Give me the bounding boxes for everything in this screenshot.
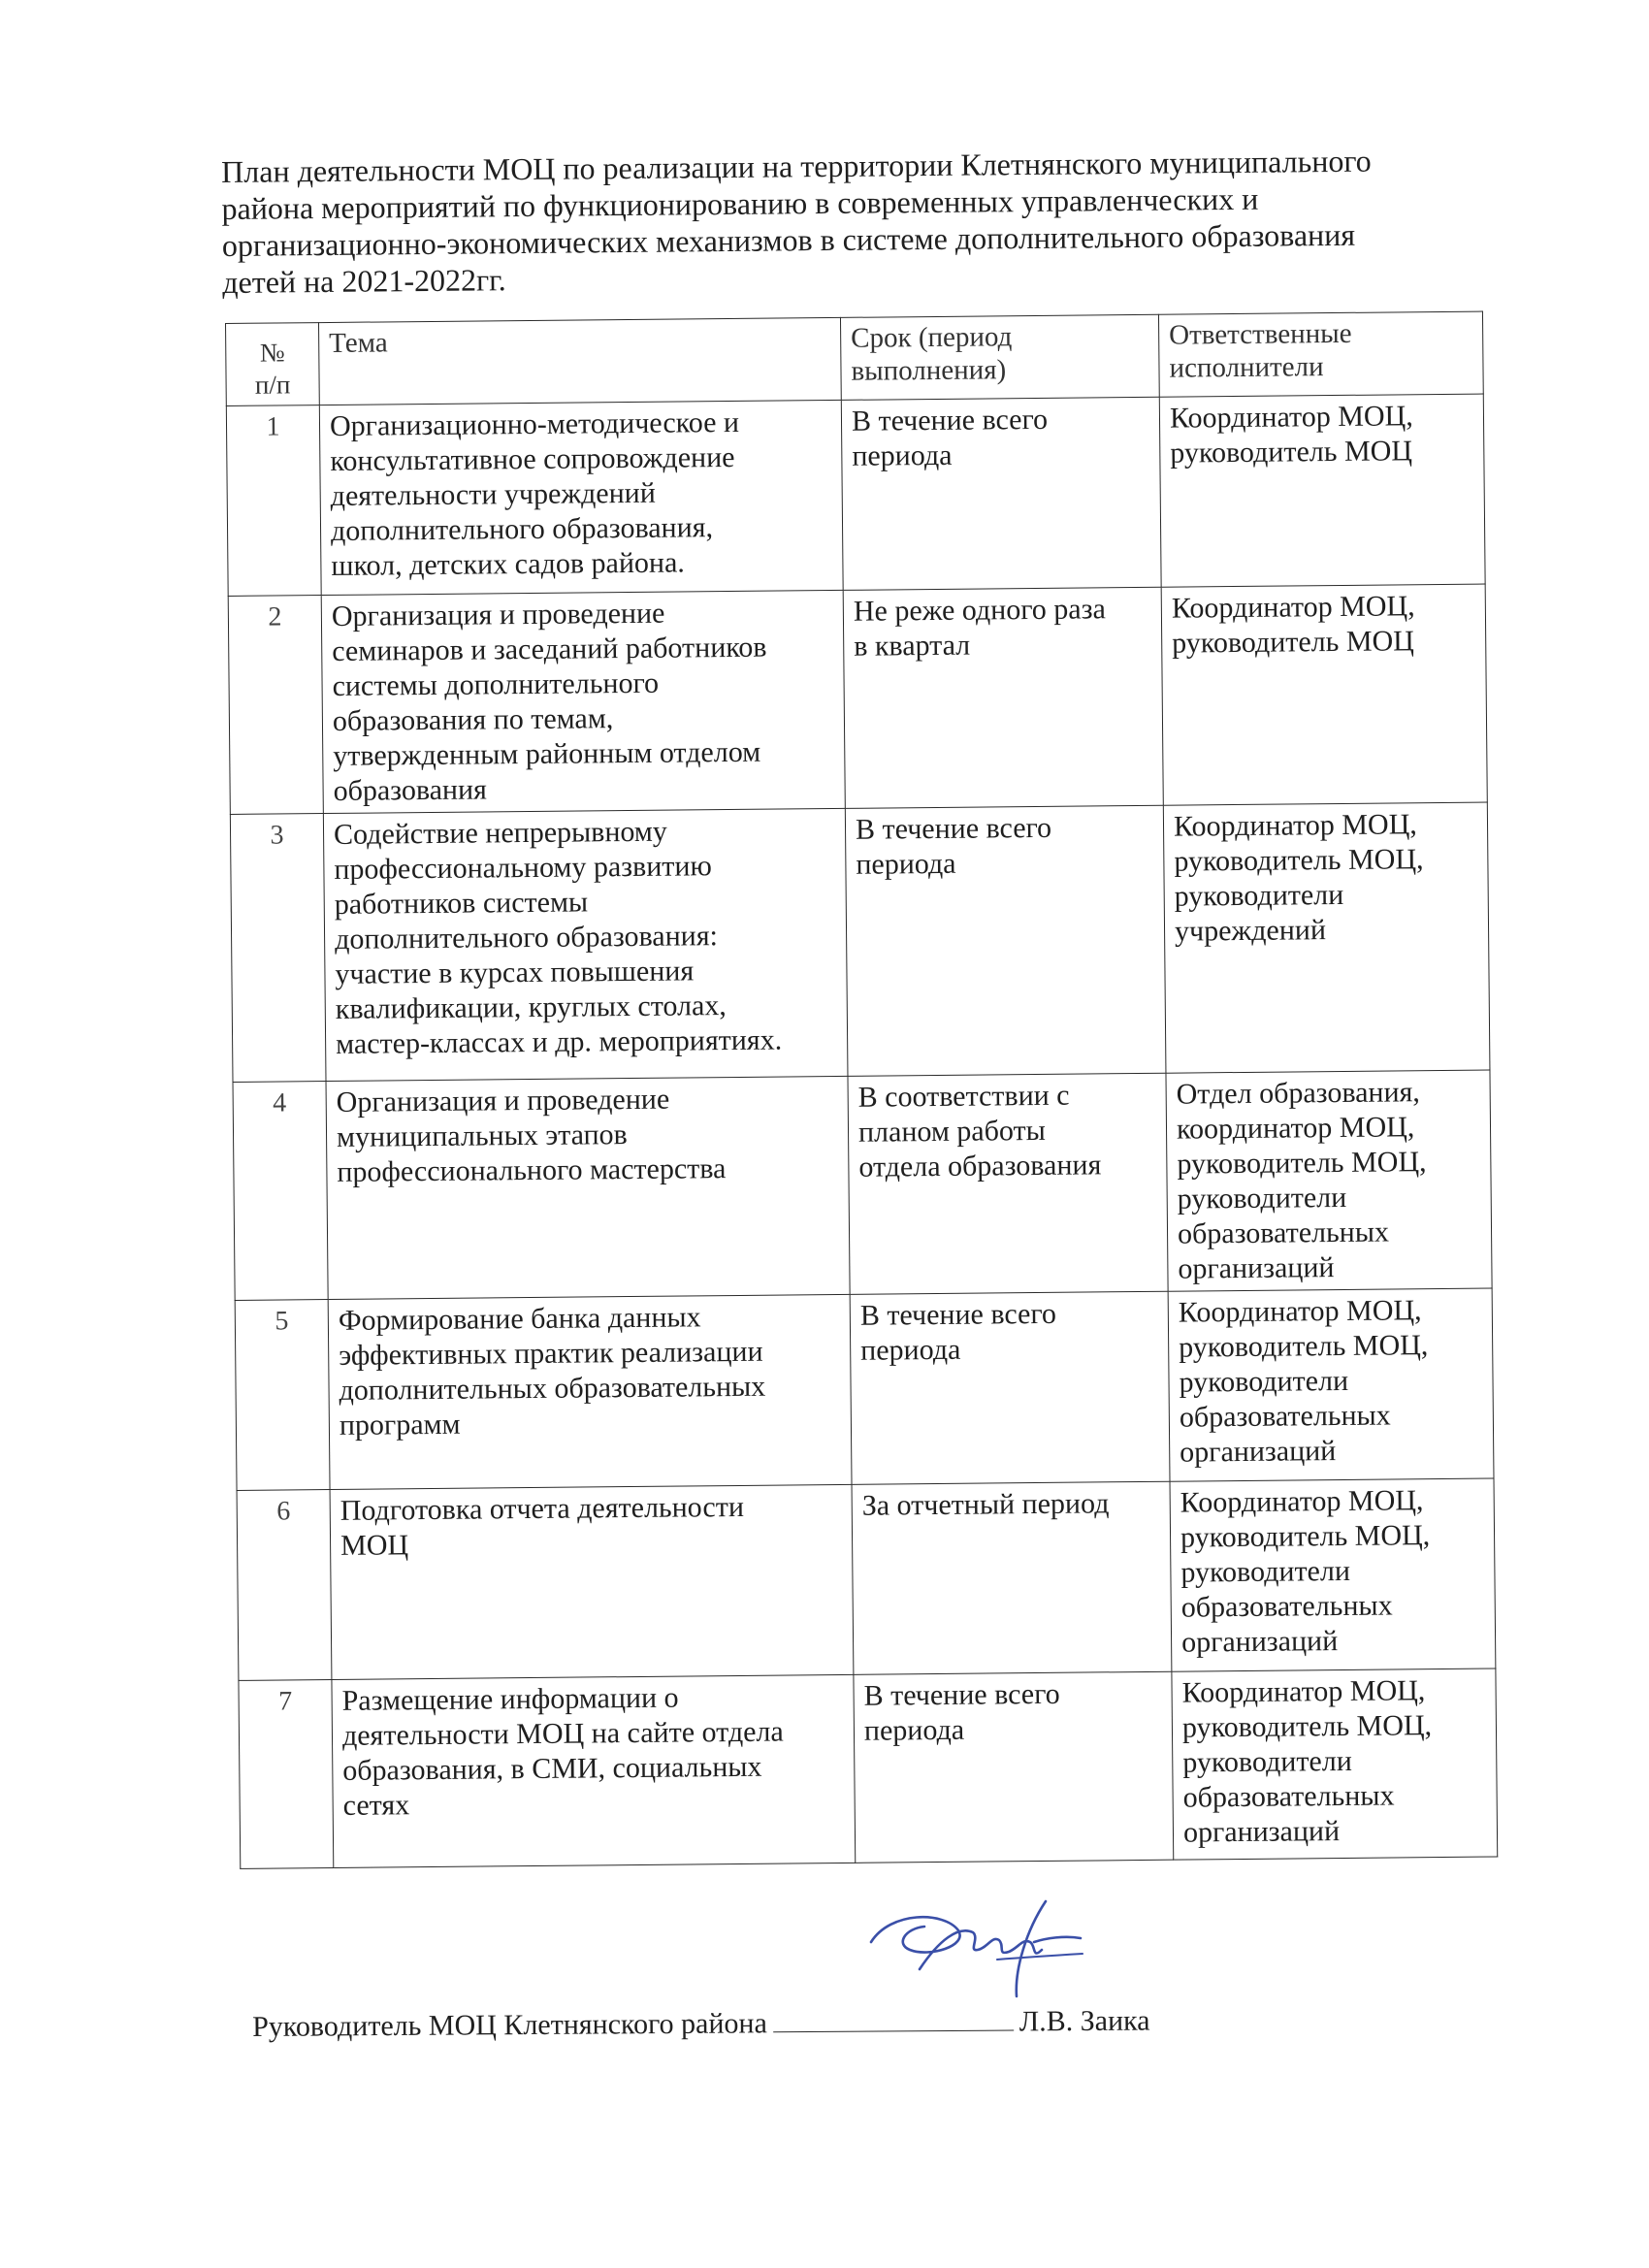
header-number: № п/п: [226, 323, 320, 406]
document-title: [221, 142, 1444, 301]
row-responsible: Координатор МОЦ, руководитель МОЦ, руководители образовательных организаций: [1168, 1288, 1494, 1481]
table-row: [235, 1288, 1494, 1490]
signatory-position: Руководитель МОЦ Клетнянского района: [252, 2007, 767, 2043]
row-responsible: Координатор МОЦ, руководитель МОЦ, руководители образовательных организаций: [1172, 1669, 1498, 1860]
row-responsible: Координатор МОЦ, руководитель МОЦ, руководители учреждений: [1163, 802, 1490, 1073]
row-term: Не реже одного раза в квартал: [843, 587, 1163, 808]
title-line: детей на 2021-2022гг.: [222, 262, 506, 300]
row-topic: Содействие непрерывному профессиональному развитию работников системы дополнительного образования: участие в курсах повышения квалификации, круглых столах, мастер-классах и др. мероприятиях.: [323, 808, 848, 1081]
header-term: Срок (период выполнения): [840, 314, 1159, 400]
table-row: [237, 1478, 1496, 1680]
row-responsible: Отдел образования, координатор МОЦ, руководитель МОЦ, руководители образовательных организаций: [1166, 1070, 1492, 1291]
row-topic: Организация и проведение семинаров и заседаний работников системы дополнительного образования по темам, утвержденным районным отделом образования: [321, 590, 845, 813]
row-term: В течение всего периода: [841, 397, 1161, 590]
handwritten-signature: [852, 1882, 1084, 2008]
title-line: План деятельности МОЦ по реализации на территории Клетнянского муниципального: [221, 143, 1372, 189]
row-number: 7: [239, 1680, 334, 1869]
table-row: [239, 1669, 1498, 1868]
table-header-row: [226, 311, 1484, 405]
row-number: 5: [235, 1300, 330, 1491]
row-number: 2: [228, 596, 323, 815]
row-topic: Размещение информации о деятельности МОЦ на сайте отдела образования, в СМИ, социальных сетях: [332, 1674, 856, 1867]
row-number: 6: [237, 1490, 332, 1681]
signature-block: [252, 2002, 1150, 2045]
row-term: В течение всего периода: [850, 1291, 1170, 1484]
table-row: [226, 394, 1485, 596]
row-term: В соответствии с планом работы отдела образования: [848, 1073, 1168, 1294]
row-responsible: Координатор МОЦ, руководитель МОЦ: [1159, 394, 1485, 587]
row-topic: Организационно-методическое и консультативное сопровождение деятельности учреждений дополнительного образования, школ, детских садов района.: [319, 400, 843, 595]
header-responsible: Ответственные исполнители: [1158, 311, 1483, 397]
row-topic: Организация и проведение муниципальных этапов профессионального мастерства: [326, 1076, 850, 1299]
title-line: района мероприятий по функционированию в современных управленческих и: [221, 180, 1259, 226]
row-topic: Подготовка отчета деятельности МОЦ: [330, 1484, 854, 1679]
header-topic: Тема: [319, 317, 842, 405]
row-term: В течение всего периода: [854, 1671, 1174, 1863]
signatory-name: Л.В. Заика: [1018, 2004, 1150, 2038]
row-responsible: Координатор МОЦ, руководитель МОЦ, руководители образовательных организаций: [1170, 1478, 1496, 1671]
row-topic: Формирование банка данных эффективных практик реализации дополнительных образовательных программ: [328, 1294, 852, 1489]
row-number: 1: [226, 405, 321, 597]
row-term: В течение всего периода: [845, 805, 1166, 1076]
row-number: 4: [233, 1082, 328, 1301]
row-responsible: Координатор МОЦ, руководитель МОЦ: [1161, 584, 1487, 805]
row-term: За отчетный период: [852, 1481, 1172, 1674]
plan-table: [225, 311, 1498, 1869]
table-row: [230, 802, 1490, 1082]
table-row: [233, 1070, 1492, 1300]
table-row: [228, 584, 1487, 814]
plan-table-wrapper: [225, 311, 1498, 1869]
title-line: организационно-экономических механизмов в системе дополнительного образования: [221, 216, 1356, 263]
row-number: 3: [230, 814, 326, 1083]
